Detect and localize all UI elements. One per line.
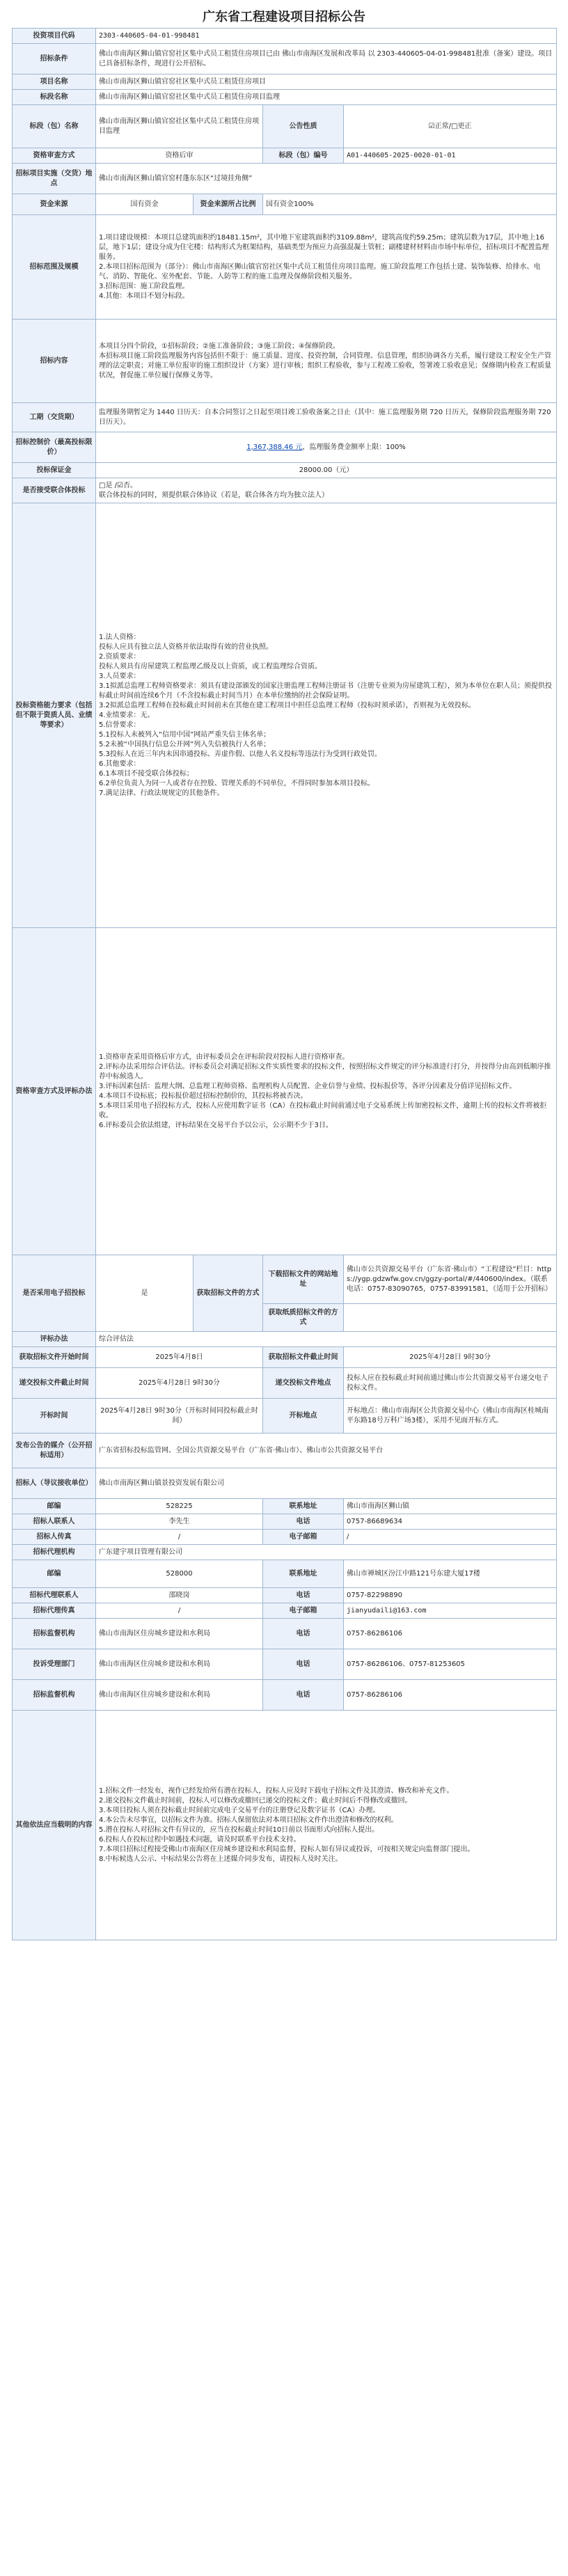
label-acquire-site: 下载招标文件的网站地址 xyxy=(263,1255,344,1304)
label-acquire-other: 获取纸质招标文件的方式 xyxy=(263,1304,344,1332)
project-code: 2303-440605-04-01-998481 xyxy=(96,29,557,44)
notes: 1.招标文件一经发布，视作已经发给所有潜在投标人，投标人应及时下载电子招标文件及其澄清、修改和补充文件。 2.递交投标文件截止时间前，投标人可以修改或撤回已递交的投标文件；截止时间后不得修改或撤回。 3.本项目投标人须在投标截止时间前完成电子交易平台的注册登记及数字证书（CA）办理。 4.本公告未尽事宜，以招标文件为准。招标人保留依法对本项目招标文件作出澄清和修改的权利。 5.潜在投标人对招标文件有异议的，应当在投标截止时间10日前以书面形式向招标人提出。 6.投标人在投标过程中如遇技术问题，请及时联系平台技术支持。 7.本项目招标过程接受佛山市南海区住房城乡建设和水利局监督，投标人如有异议或投诉，可按相关规定向监督部门提出。 8.中标候选人公示、中标结果公告将在上述媒介同步发布，请投标人及时关注。 xyxy=(96,1711,557,1940)
label-phone-2: 电话 xyxy=(263,1588,344,1603)
label-complaint-phone: 电话 xyxy=(263,1649,344,1680)
qualification-method: 资格后审 xyxy=(96,148,263,164)
label-address-2: 联系地址 xyxy=(263,1560,344,1588)
label-project-code: 投资项目代码 xyxy=(13,29,96,44)
doc-end: 2025年4月28日 9时30分 xyxy=(344,1347,557,1368)
label-submit-place: 递交投标文件地点 xyxy=(263,1368,344,1399)
address-1: 佛山市南海区狮山镇 xyxy=(344,1499,557,1514)
label-acquire: 获取招标文件的方式 xyxy=(194,1255,263,1332)
period: 监理服务期暂定为 1440 日历天：自本合同签订之日起至项目竣工验收备案之日止（其中：施工监理服务期 720 日历天，保修阶段监理服务期 720 日历天）。 xyxy=(96,403,557,432)
location: 佛山市南海区狮山镇官窑村蓬东东区“过境挂角侧” xyxy=(96,164,557,194)
label-union: 是否接受联合体投标 xyxy=(13,478,96,503)
label-scope: 招标范围及规模 xyxy=(13,215,96,320)
label-section-package: 标段（包）名称 xyxy=(13,105,96,148)
label-open-time: 开标时间 xyxy=(13,1399,96,1434)
announce-nature: ☑正常/□更正 xyxy=(344,105,557,148)
contact-2: 邵晓岗 xyxy=(96,1588,263,1603)
section-package: 佛山市南海区狮山镇官窑社区集中式员工租赁住房项目监理 xyxy=(96,105,263,148)
electronic: 是 xyxy=(96,1255,194,1332)
label-period: 工期（交货期） xyxy=(13,403,96,432)
label-zip-1: 邮编 xyxy=(13,1499,96,1514)
label-contact-1: 招标人联系人 xyxy=(13,1514,96,1530)
label-doc-end: 获取招标文件截止时间 xyxy=(263,1347,344,1368)
label-deposit: 投标保证金 xyxy=(13,463,96,478)
label-bid-deadline: 递交投标文件截止时间 xyxy=(13,1368,96,1399)
union: □是 /☑否。 联合体投标的同时，须提供联合体协议（若是，联合体各方均为独立法人） xyxy=(96,478,557,503)
label-doc-start: 获取招标文件开始时间 xyxy=(13,1347,96,1368)
label-zip-2: 邮编 xyxy=(13,1560,96,1588)
supervision: 佛山市南海区住房城乡建设和水利局 xyxy=(96,1619,263,1649)
open-place: 开标地点：佛山市南海区公共资源交易中心（佛山市南海区桂城南平东路18号万科广场3楼），采用不见面开标方式。 xyxy=(344,1399,557,1434)
label-address-1: 联系地址 xyxy=(263,1499,344,1514)
label-method: 资格审查方式及评标办法 xyxy=(13,928,96,1255)
label-max-price: 招标控制价（最高投标限价） xyxy=(13,432,96,463)
page-title: 广东省工程建设项目招标公告 xyxy=(203,10,365,24)
zip-2: 528000 xyxy=(96,1560,263,1588)
monitor-phone: 0757-86286106 xyxy=(344,1680,557,1711)
label-fax-2: 招标代理传真 xyxy=(13,1603,96,1619)
label-open-place: 开标地点 xyxy=(263,1399,344,1434)
label-email-1: 电子邮箱 xyxy=(263,1530,344,1545)
label-location: 招标项目实施（交货）地点 xyxy=(13,164,96,194)
project-name: 佛山市南海区狮山镇官窑社区集中式员工租赁住房项目 xyxy=(96,74,557,90)
method: 1.资格审查采用资格后审方式，由评标委员会在评标阶段对投标人进行资格审查。 2.评标办法采用综合评估法。评标委员会对满足招标文件实质性要求的投标文件，按照招标文件规定的评分标准进行打分，并按得分由高到低顺序推荐中标候选人。 3.评标因素包括：监理大纲、总监理工程师资格、监理机构人员配置、企业信誉与业绩、投标报价等，各评分因素及分值详见招标文件。 4.本项目不设标底；投标报价超过招标控制价的，其投标将被否决。 5.本项目采用电子招投标方式，投标人应使用数字证书（CA）在投标截止时间前通过电子交易系统上传加密投标文件，逾期上传的投标文件将被拒收。 6.评标委员会依法组建，评标结果在交易平台予以公示，公示期不少于3日。 xyxy=(96,928,557,1255)
fund-ratio: 国有资金100% xyxy=(263,194,557,215)
label-fund-source: 资金来源 xyxy=(13,194,96,215)
email-1: / xyxy=(344,1530,557,1545)
complaint-phone: 0757-86286106、0757-81253605 xyxy=(344,1649,557,1680)
label-email-2: 电子邮箱 xyxy=(263,1603,344,1619)
doc-start: 2025年4月8日 xyxy=(96,1347,263,1368)
label-notes: 其他依法应当载明的内容 xyxy=(13,1711,96,1940)
qualification: 1.法人资格： 投标人应具有独立法人资格并依法取得有效的营业执照。 2.资质要求： 投标人须具有房屋建筑工程监理乙级及以上资质，或工程监理综合资质。 3.人员要求： 3.1拟派总监理工程师资格要求：须具有建设部颁发的国家注册监理工程师注册证书（注册专业须为房屋建筑工程），须为本单位在职人员；须提供投标截止时间前连续6个月（不含投标截止时间当月）在本单位缴纳的社会保险证明。 3.2拟派总监理工程师在投标截止时间前未在其他在建工程项目中担任总监理工程师（投标时须承诺），否则视为无效投标。 4.业绩要求：无。 5.信誉要求： 5.1投标人未被列入“信用中国”网站严重失信主体名单； 5.2未被“中国执行信息公开网”列入失信被执行人名单； 5.3投标人在近三年内未因串通投标、弄虚作假、以他人名义投标等违法行为受到行政处罚。 6.其他要求： 6.1本项目不接受联合体投标； 6.2单位负责人为同一人或者存在控股、管理关系的不同单位，不得同时参加本项目投标。 7.满足法律、行政法规规定的其他条件。 xyxy=(96,503,557,928)
label-media: 发布公告的媒介（公开招标适用） xyxy=(13,1434,96,1468)
supervision-phone: 0757-86286106 xyxy=(344,1619,557,1649)
max-price-rate: ，监理服务费金额率上限：100% xyxy=(302,443,406,451)
label-contact-2: 招标代理联系人 xyxy=(13,1588,96,1603)
complaint: 佛山市南海区住房城乡建设和水利局 xyxy=(96,1649,263,1680)
tender-conditions: 佛山市南海区狮山镇官窑社区集中式员工租赁住房项目已由 佛山市南海区发展和改革局 以 2303-440605-04-01-998481批准（备案）建设。项目已具备招标条件，现进行公开招标。 xyxy=(96,44,557,74)
phone-2: 0757-82298890 xyxy=(344,1588,557,1603)
scope: 1.项目建设规模：本项目总建筑面积约18481.15m²，其中地下室建筑面积约3109.88m²，建筑高度约59.25m；建筑层数为17层，其中地上16层，地下1层；建设分成为住宅楼：结构形式为框架结构，基础类型为预应力高强混凝土管桩；副楼建材材料由市场中标单位，招标项目不配置监理服务。 2.本项目招标范围为（部分）：佛山市南海区狮山镇官窑社区集中式员工租赁住房项目监理。施工阶段监理工作包括土建、装饰装修、给排水、电气、消防、智能化、室外配套、节能、人防等工程的施工监理及保修阶段相关服务。 3.招标范围：施工阶段监理。 4.其他：本项目不划分标段。 xyxy=(96,215,557,320)
open-time: 2025年4月28日 9时30分（开标时间同投标截止时间） xyxy=(96,1399,263,1434)
label-monitor-phone: 电话 xyxy=(263,1680,344,1711)
label-tender-conditions: 招标条件 xyxy=(13,44,96,74)
label-monitor: 招标监督机构 xyxy=(13,1680,96,1711)
label-qualification: 投标资格能力要求（包括但不限于资质人员、业绩等要求） xyxy=(13,503,96,928)
monitor: 佛山市南海区住房城乡建设和水利局 xyxy=(96,1680,263,1711)
fax-2: / xyxy=(96,1603,263,1619)
acquire-site: 佛山市公共资源交易平台（广东省·佛山市）“工程建设”栏目：https://ygp.gdzwfw.gov.cn/ggzy-portal/#/440600/index。（联系电话：0757-83090765，0757-83991581，（适用于公开招标） xyxy=(344,1255,557,1304)
label-phone-1: 电话 xyxy=(263,1514,344,1530)
bid-deadline: 2025年4月28日 9时30分 xyxy=(96,1368,263,1399)
label-tenderer: 招标人（导议接收单位） xyxy=(13,1468,96,1499)
section-name: 佛山市南海区狮山镇官窑社区集中式员工租赁住房项目监理 xyxy=(96,90,557,105)
submit-place: 投标人应在投标截止时间前通过佛山市公共资源交易平台递交电子投标文件。 xyxy=(344,1368,557,1399)
fund-source: 国有资金 xyxy=(96,194,194,215)
section-number: A01-440605-2025-0020-01-01 xyxy=(344,148,557,164)
label-section-number: 标段（包）编号 xyxy=(263,148,344,164)
label-eval: 评标办法 xyxy=(13,1332,96,1347)
label-fax-1: 招标人传真 xyxy=(13,1530,96,1545)
address-2: 佛山市禅城区汾江中路121号东建大厦17楼 xyxy=(344,1560,557,1588)
media: 广东省招标投标监管网、全国公共资源交易平台（广东省·佛山市）、佛山市公共资源交易平台 xyxy=(96,1434,557,1468)
max-price-amount: 1,367,388.46 元 xyxy=(246,443,303,451)
email-2: jianyudaili@163.com xyxy=(344,1603,557,1619)
label-supervision: 招标监督机构 xyxy=(13,1619,96,1649)
content: 本项目分四个阶段，①招标阶段；②施工准备阶段；③施工阶段；④保修阶段。 本招标项目施工阶段监理服务内容包括但不限于：施工质量、进度、投资控制，合同管理、信息管理，组织协调各方关系，履行建设工程安全生产管理的法定职责；对施工单位报审的施工组织设计（方案）进行审核；组织工程验收，参与工程竣工验收，签署竣工验收意见；保修期内检查工程质量状况，督促施工单位履行保修义务等。 xyxy=(96,320,557,403)
tenderer: 佛山市南海区狮山镇景投资发展有限公司 xyxy=(96,1468,557,1499)
label-agency: 招标代理机构 xyxy=(13,1545,96,1560)
max-price xyxy=(96,432,557,463)
label-announce-nature: 公告性质 xyxy=(263,105,344,148)
label-fund-ratio: 资金来源所占比例 xyxy=(194,194,263,215)
label-qualification-method: 资格审查方式 xyxy=(13,148,96,164)
acquire-other xyxy=(344,1304,557,1332)
deposit: 28000.00（元） xyxy=(96,463,557,478)
announcement-table xyxy=(12,28,557,1940)
label-complaint: 投诉受理部门 xyxy=(13,1649,96,1680)
phone-1: 0757-86689634 xyxy=(344,1514,557,1530)
fax-1: / xyxy=(96,1530,263,1545)
label-project-name: 项目名称 xyxy=(13,74,96,90)
eval: 综合评估法 xyxy=(96,1332,557,1347)
label-electronic: 是否采用电子招投标 xyxy=(13,1255,96,1332)
agency: 广东建宇项目管理有限公司 xyxy=(96,1545,557,1560)
zip-1: 528225 xyxy=(96,1499,263,1514)
label-content: 招标内容 xyxy=(13,320,96,403)
label-section-name: 标段名称 xyxy=(13,90,96,105)
contact-1: 李先生 xyxy=(96,1514,263,1530)
label-supervision-phone: 电话 xyxy=(263,1619,344,1649)
